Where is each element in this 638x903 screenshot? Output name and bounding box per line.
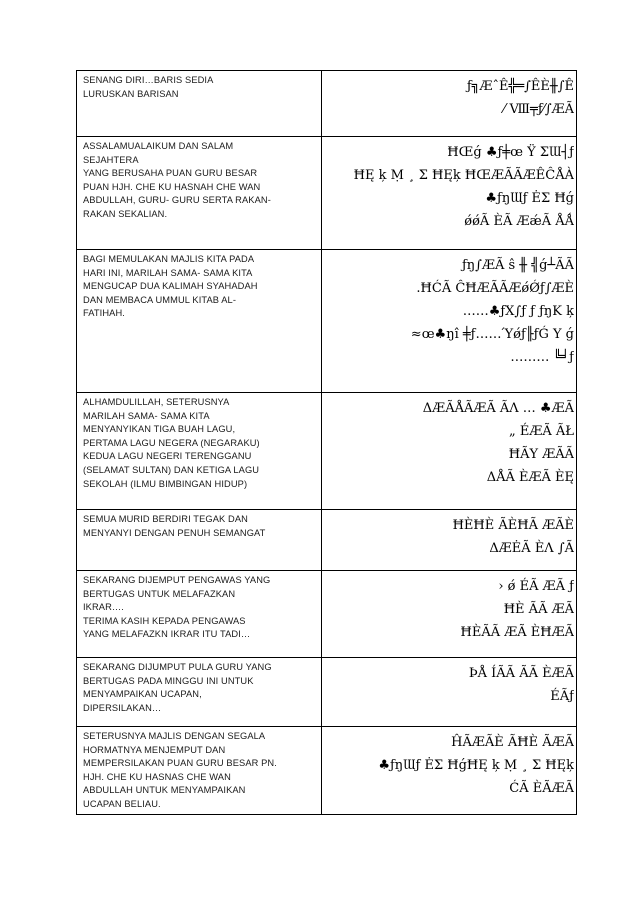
malay-text xyxy=(77,658,321,717)
malay-text-line: MENGUCAP DUA KALIMAH SYAHADAH xyxy=(83,281,258,292)
jawi-text-line: ΔÅÃ ÈÆÃ ÈĘ xyxy=(486,470,574,485)
jawi-text-line: ÉÃƒ xyxy=(550,689,574,704)
jawi-text xyxy=(322,727,576,800)
jawi-text xyxy=(322,71,576,121)
malay-text-line: SEMUA MURID BERDIRI TEGAK DAN xyxy=(83,514,248,524)
malay-text-line: HARI INI, MARILAH SAMA- SAMA KITA xyxy=(83,267,253,278)
jawi-script-cell xyxy=(322,510,577,571)
jawi-text-line: ĦÈ ÃÃ ÆÃ xyxy=(503,602,574,617)
malay-text-line: BERTUGAS PADA MINGGU INI UNTUK xyxy=(83,675,254,686)
malay-text xyxy=(77,137,321,224)
malay-script-cell xyxy=(77,727,322,815)
jawi-text-line: ……… ╚╛ƒ xyxy=(510,350,574,365)
malay-text-line: SEJAHTERA xyxy=(83,154,139,165)
malay-script-cell xyxy=(77,510,322,571)
malay-text xyxy=(77,727,321,814)
malay-text-line: RAKAN SEKALIAN. xyxy=(83,208,168,219)
jawi-script-cell xyxy=(322,137,577,250)
malay-script-cell xyxy=(77,571,322,658)
malay-text-line: YANG MELAFAZKN IKRAR ITU TADI… xyxy=(83,629,251,640)
jawi-text xyxy=(322,137,576,233)
jawi-script-cell xyxy=(322,250,577,393)
malay-text-line: BERTUGAS UNTUK MELAFAZKAN xyxy=(83,588,236,599)
malay-text xyxy=(77,71,321,103)
jawi-text xyxy=(322,250,576,369)
malay-text-line: SENANG DIRI…BARIS SEDIA xyxy=(83,75,214,85)
malay-text-line: DAN MEMBACA UMMUL KITAB AL- xyxy=(83,294,237,305)
malay-text-line: HJH. CHE KU HASNAS CHE WAN xyxy=(83,771,231,782)
jawi-text-line: ♣ƒŋƜƒ ĖΣ Ħǵ xyxy=(485,191,574,206)
malay-text xyxy=(77,571,321,644)
malay-script-cell xyxy=(77,137,322,250)
malay-text-line: PUAN HJH. CHE KU HASNAH CHE WAN xyxy=(83,181,261,192)
script-row xyxy=(77,510,577,571)
jawi-text-line: ƒ╗ÆˆÊ╬═∫ÊÈ╫∫Ê xyxy=(466,79,574,94)
malay-text-line: IKRAR…. xyxy=(83,602,124,613)
jawi-text-line: ≈œ♣ŋî ╪ƒ……Ύǿƒ╟ƒǴ Υ ǵ xyxy=(410,327,574,342)
jawi-script-cell xyxy=(322,71,577,137)
jawi-text xyxy=(322,658,576,708)
jawi-text-line: ĆÃ ÈÃÆÃ xyxy=(509,781,574,796)
jawi-script-cell xyxy=(322,393,577,510)
jawi-text xyxy=(322,571,576,644)
script-row xyxy=(77,250,577,393)
malay-text-line: MENYANYI DENGAN PENUH SEMANGAT xyxy=(83,527,266,538)
jawi-text-line: ĦÈĦÈ ÃÈĦÃ ÆÃÈ xyxy=(452,518,574,533)
malay-text-line: FATIHAH. xyxy=(83,308,125,319)
script-row xyxy=(77,571,577,658)
malay-text-line: PERTAMA LAGU NEGERA (NEGARAKU) xyxy=(83,437,260,448)
jawi-text-line: ΔÆĖÃ ÈΛ ∫Ã xyxy=(489,541,574,556)
script-row xyxy=(77,393,577,510)
jawi-script-cell xyxy=(322,658,577,727)
jawi-script-cell xyxy=(322,727,577,815)
jawi-text-line: ĦÃΥ ÆÃÃ xyxy=(508,447,574,462)
malay-text-line: MEMPERSILAKAN PUAN GURU BESAR PN. xyxy=(83,758,277,769)
malay-text-line: DIPERSILAKAN… xyxy=(83,702,162,713)
jawi-text-line: ⁄ Ⅷ╤ƒ⁄∫ÆÃ xyxy=(503,102,574,117)
script-row xyxy=(77,727,577,815)
malay-text-line: BAGI MEMULAKAN MAJLIS KITA PADA xyxy=(83,254,255,264)
program-script-table xyxy=(76,70,577,815)
jawi-text-line: › ǿ ÉÃ ÆÃ ƒ xyxy=(498,579,574,594)
malay-text-line: KEDUA LAGU NEGERI TERENGGANU xyxy=(83,451,252,462)
malay-text-line: SEKARANG DIJEMPUT PENGAWAS YANG xyxy=(83,575,271,585)
malay-script-cell xyxy=(77,393,322,510)
script-row xyxy=(77,658,577,727)
jawi-text-line: ……♣ƒΧ∫ƒ ƒ ƒŋΚ ķ xyxy=(462,304,574,319)
malay-text-line: SEKARANG DIJUMPUT PULA GURU YANG xyxy=(83,662,272,672)
jawi-text-line: ÞÅ ÍÃÃ ÃÃ ÈÆÃ xyxy=(468,666,574,681)
malay-text-line: UCAPAN BELIAU. xyxy=(83,798,161,809)
jawi-text-line: ĦŒǵ ♣ƒ╪œ Ϋ ΣƜ┤ƒ xyxy=(447,145,574,160)
malay-text-line: ALHAMDULILLAH, SETERUSNYA xyxy=(83,397,230,407)
malay-script-cell xyxy=(77,71,322,137)
jawi-text-line: ƒŋ∫ÆÃ ŝ ╫ ╣ǵ┴ÃÃ xyxy=(461,258,574,273)
jawi-text-line: ♣ƒŋƜƒ ĖΣ ĦǵĦĘ ķ Ṃ ¸ Σ ĦĘķ xyxy=(378,758,574,773)
malay-text-line: TERIMA KASIH KEPADA PENGAWAS xyxy=(83,615,246,626)
malay-text-line: ASSALAMUALAIKUM DAN SALAM xyxy=(83,141,234,151)
malay-text-line: ABDULLAH, GURU- GURU SERTA RAKAN- xyxy=(83,195,271,206)
script-row xyxy=(77,137,577,250)
jawi-text-line: .ĦĆÃ ĈĦÆÃÃÆǿǾƒ∫ÆÈ xyxy=(416,281,574,296)
malay-text xyxy=(77,510,321,542)
jawi-text-line: ĦÈÃÃ ÆÃ ÈĦÆÃ xyxy=(460,625,574,640)
malay-text-line: MENYAMPAIKAN UCAPAN, xyxy=(83,689,202,700)
malay-text-line: HORMATNYA MENJEMPUT DAN xyxy=(83,744,226,755)
jawi-text-line: ΔÆÃÅÃÆÃ ÃΛ … ♣ÆÃ xyxy=(422,401,574,416)
jawi-text-line: ǿǿÃ ÈÃ ÆǽÃ ÅǺ xyxy=(464,214,574,229)
malay-text-line: YANG BERUSAHA PUAN GURU BESAR xyxy=(83,168,258,179)
jawi-script-cell xyxy=(322,571,577,658)
malay-text-line: MENYANYIKAN TIGA BUAH LAGU, xyxy=(83,424,236,435)
jawi-text-line: ĦĘ ķ Ṃ ¸ Σ ĦĘķ ĦŒÆÃÃÆÊĈÅÀ xyxy=(353,168,574,183)
malay-script-cell xyxy=(77,658,322,727)
malay-text-line: LURUSKAN BARISAN xyxy=(83,88,179,99)
malay-text-line: (SELAMAT SULTAN) DAN KETIGA LAGU xyxy=(83,464,260,475)
jawi-text-line: ĤÃÆÃÈ ÃĦÈ ÃÆÃ xyxy=(451,735,574,750)
malay-script-cell xyxy=(77,250,322,393)
malay-text-line: SETERUSNYA MAJLIS DENGAN SEGALA xyxy=(83,731,266,741)
malay-text-line: SEKOLAH (ILMU BIMBINGAN HIDUP) xyxy=(83,478,248,489)
jawi-text xyxy=(322,510,576,560)
malay-text xyxy=(77,393,321,493)
script-row xyxy=(77,71,577,137)
malay-text-line: MARILAH SAMA- SAMA KITA xyxy=(83,410,210,421)
jawi-text xyxy=(322,393,576,489)
jawi-text-line: „ ÉÆÃ ÃŁ xyxy=(509,424,574,439)
malay-text xyxy=(77,250,321,323)
malay-text-line: ABDULLAH UNTUK MENYAMPAIKAN xyxy=(83,785,246,796)
